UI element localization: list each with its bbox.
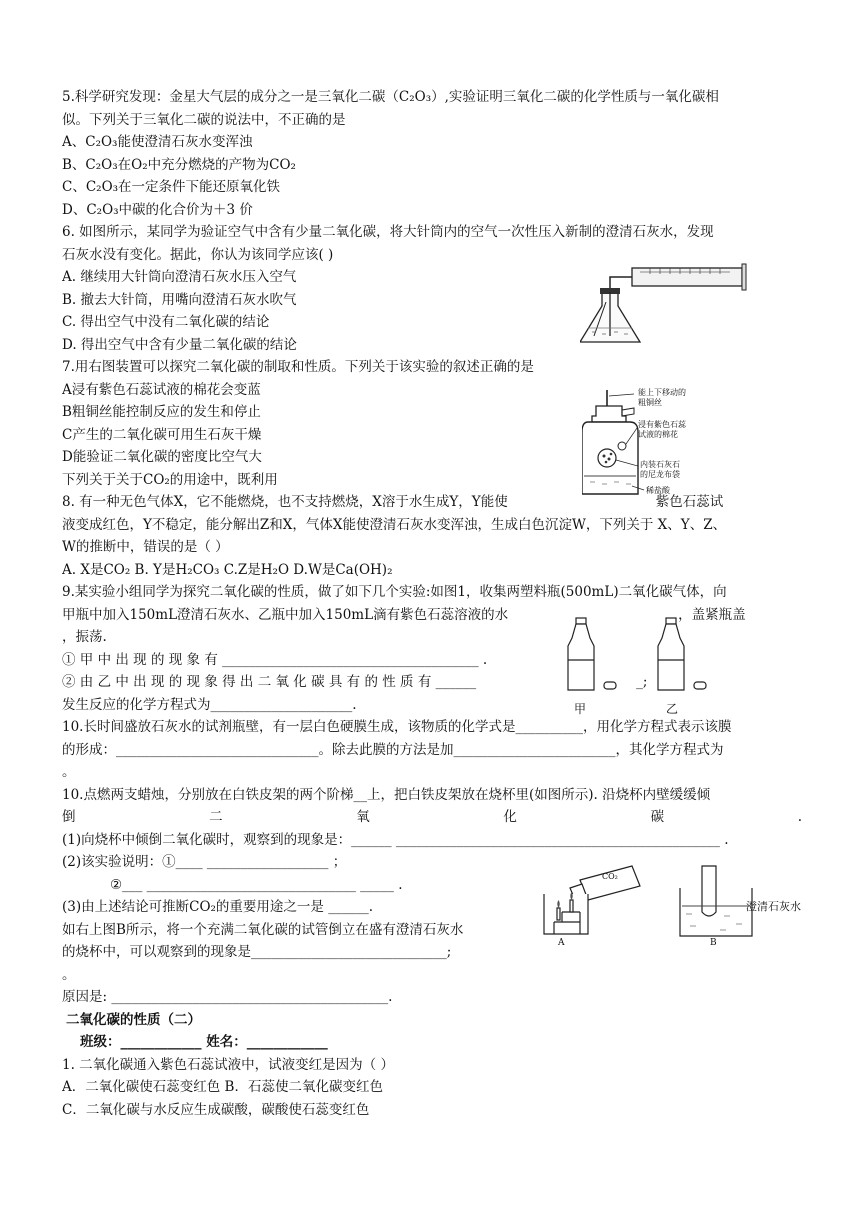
figure-a-label: A bbox=[558, 938, 565, 948]
q5-option-a: A、C₂O₃能使澄清石灰水变浑浊 bbox=[62, 134, 253, 150]
co2-jar-label: CO₂ bbox=[602, 872, 618, 881]
q10b-word-3: 氧 bbox=[356, 809, 370, 825]
q10b-line1: 10.点燃两支蜡烛，分别放在白铁皮架的两个阶梯__上，把白铁皮架放在烧杯里(如图所示). 沿烧杯内壁缓缓倾 bbox=[62, 786, 711, 803]
label-litmus-cotton: 浸有紫色石蕊 试液的棉花 bbox=[638, 420, 686, 439]
q10b-line5[interactable]: ②___ _______________________________ _____ . bbox=[110, 876, 403, 893]
q10b-word-6: . bbox=[797, 809, 802, 825]
q5-option-b: B、C₂O₃在O₂中充分燃烧的产物为CO₂ bbox=[62, 156, 296, 173]
section2-q1-stem: 1. 二氧化碳通入紫色石蕊试液中，试液变红是因为（ ） bbox=[62, 1056, 394, 1073]
q6-option-b: B. 撤去大针筒，用嘴向澄清石灰水吹气 bbox=[62, 291, 297, 308]
q6-stem-line2: 石灰水没有变化。据此，你认为该同学应该( ) bbox=[62, 246, 334, 263]
q10b-line9: 。 bbox=[62, 966, 76, 983]
section2-q1-ab: A．二氧化碳使石蕊变红色 B．石蕊使二氧化碳变红色 bbox=[62, 1079, 383, 1095]
q10a-line2[interactable]: 的形成：______________________________。除去此膜的方法是加________________________，其化学方程式为 bbox=[62, 741, 724, 758]
co2-apparatus-figure bbox=[582, 386, 732, 504]
q9-stem-line2b: ，盖紧瓶盖 bbox=[678, 606, 746, 623]
section2-title: 二氧化碳的性质（二） bbox=[66, 1011, 201, 1028]
section2-class-line[interactable]: 班级：____________ 姓名：____________ bbox=[80, 1034, 328, 1050]
q10b-line2 bbox=[62, 806, 802, 829]
bottles-figure bbox=[566, 616, 736, 716]
q10a-line1[interactable]: 10.长时间盛放石灰水的试剂瓶壁，有一层白色硬膜生成，该物质的化学式是__________，用化学方程式表示该膜 bbox=[62, 719, 732, 735]
q7-stem: 7.用右图装置可以探究二氧化碳的制取和性质。下列关于该实验的叙述正确的是 bbox=[62, 359, 534, 375]
q10b-line3[interactable]: (1)向烧杯中倾倒二氧化碳时，观察到的现象是：______ ________________________________________________ . bbox=[62, 831, 729, 848]
limewater-label: 澄清石灰水 bbox=[746, 900, 801, 913]
q9-stem-line3: ，振荡. bbox=[62, 629, 107, 645]
q7-extra: 下列关于关于CO₂的用途中，既利用 bbox=[62, 471, 278, 488]
q9-blank2-text: ② 由 乙 中 出 现 的 现 象 得 出 二 氧 化 碳 具 有 的 性 质 有 ______ bbox=[62, 674, 477, 690]
q10b-line7: 如右上图B所示，将一个充满二氧化碳的试管倒立在盛有澄清石灰水 bbox=[62, 921, 464, 938]
q8-stem-line1b: 紫色石蕊试 bbox=[655, 494, 724, 510]
q7-option-b: B粗铜丝能控制反应的发生和停止 bbox=[62, 404, 261, 420]
q6-stem-line1: 6. 如图所示，某同学为验证空气中含有少量二氧化碳，将大针筒内的空气一次性压入新制的澄清石灰水，发现 bbox=[62, 224, 714, 240]
q10b-line10[interactable]: 原因是: _________________________________________. bbox=[62, 989, 393, 1005]
q9-blank3[interactable]: 发生反应的化学方程式为_____________________. bbox=[62, 696, 357, 713]
q5-stem-line2: 似。下列关于三氧化二碳的说法中，不正确的是 bbox=[62, 111, 346, 128]
q5-option-c: C、C₂O₃在一定条件下能还原氧化铁 bbox=[62, 179, 281, 195]
q9-stem-line1: 9.某实验小组同学为探究二氧化碳的性质，做了如下几个实验:如图1，收集两塑料瓶(500mL)二氧化碳气体，向 bbox=[62, 584, 727, 600]
q10b-line8[interactable]: 的烧杯中，可以观察到的现象是_____________________________; bbox=[62, 944, 452, 960]
q10b-word-1: 倒 bbox=[62, 809, 76, 825]
q10b-line4[interactable]: (2)该实验说明：①____ __________________ ； bbox=[62, 854, 347, 870]
q6-option-c: C. 得出空气中没有二氧化碳的结论 bbox=[62, 314, 270, 330]
bottle-yi-label: 乙 bbox=[666, 702, 679, 716]
worksheet bbox=[62, 86, 812, 1121]
syringe-flask-figure bbox=[580, 262, 750, 348]
q8-options: A. X是CO₂ B. Y是H₂CO₃ C.Z是H₂O D.W是Ca(OH)₂ bbox=[62, 561, 393, 578]
q5-option-d: D、C₂O₃中碳的化合价为＋3 价 bbox=[62, 201, 253, 218]
q5-stem-line1: 5.科学研究发现：金星大气层的成分之一是三氧化二碳（C₂O₃）,实验证明三氧化二碳的化学性质与一氧化碳相 bbox=[62, 89, 719, 105]
q9-blank1[interactable]: ① 甲 中 出 现 的 现 象 有 ______________________________________ . bbox=[62, 651, 488, 668]
q8-stem-line3: W的推断中，错误的是（ ） bbox=[62, 539, 229, 555]
label-copper-wire: 能上下移动的 粗铜丝 bbox=[638, 388, 686, 407]
q6-option-d: D. 得出空气中含有少量二氧化碳的结论 bbox=[62, 336, 297, 353]
label-dilute-hcl: 稀盐酸 bbox=[646, 486, 670, 495]
q10b-word-4: 化 bbox=[503, 809, 517, 825]
candle-limewater-figure bbox=[540, 862, 830, 950]
q7-option-a: A浸有紫色石蕊试液的棉花会变蓝 bbox=[62, 381, 261, 398]
bottle-jia-label: 甲 bbox=[574, 702, 587, 716]
label-limestone-bag: 内装石灰石 的尼龙布袋 bbox=[640, 460, 680, 479]
q9-stem-line2a: 甲瓶中加入150mL澄清石灰水、乙瓶中加入150mL滴有紫色石蕊溶液的水 bbox=[62, 606, 509, 623]
q10b-word-5: 碳 bbox=[650, 809, 665, 825]
q7-option-c: C产生的二氧化碳可用生石灰干燥 bbox=[62, 426, 262, 443]
q8-stem-line1a: 8. 有一种无色气体X，它不能燃烧，也不支持燃烧，X溶于水生成Y，Y能使 bbox=[62, 494, 508, 510]
q8-stem-line2: 液变成红色，Y不稳定，能分解出Z和X，气体X能使澄清石灰水变浑浊，生成白色沉淀W，下列关于 X、Y、Z、 bbox=[62, 516, 727, 533]
q7-option-d: D能验证二氧化碳的密度比空气大 bbox=[62, 449, 262, 465]
figure-b-label: B bbox=[710, 938, 717, 948]
section2-q1-c: C．二氧化碳与水反应生成碳酸，碳酸使石蕊变红色 bbox=[62, 1101, 370, 1118]
q9-blank2-end: _; bbox=[636, 674, 648, 690]
q10b-line6[interactable]: (3)由上述结论可推断CO₂的重要用途之一是 ______. bbox=[62, 899, 374, 915]
q10a-line3: 。 bbox=[62, 764, 76, 780]
q10b-word-2: 二 bbox=[209, 809, 223, 825]
q6-option-a: A. 继续用大针筒向澄清石灰水压入空气 bbox=[62, 269, 297, 285]
